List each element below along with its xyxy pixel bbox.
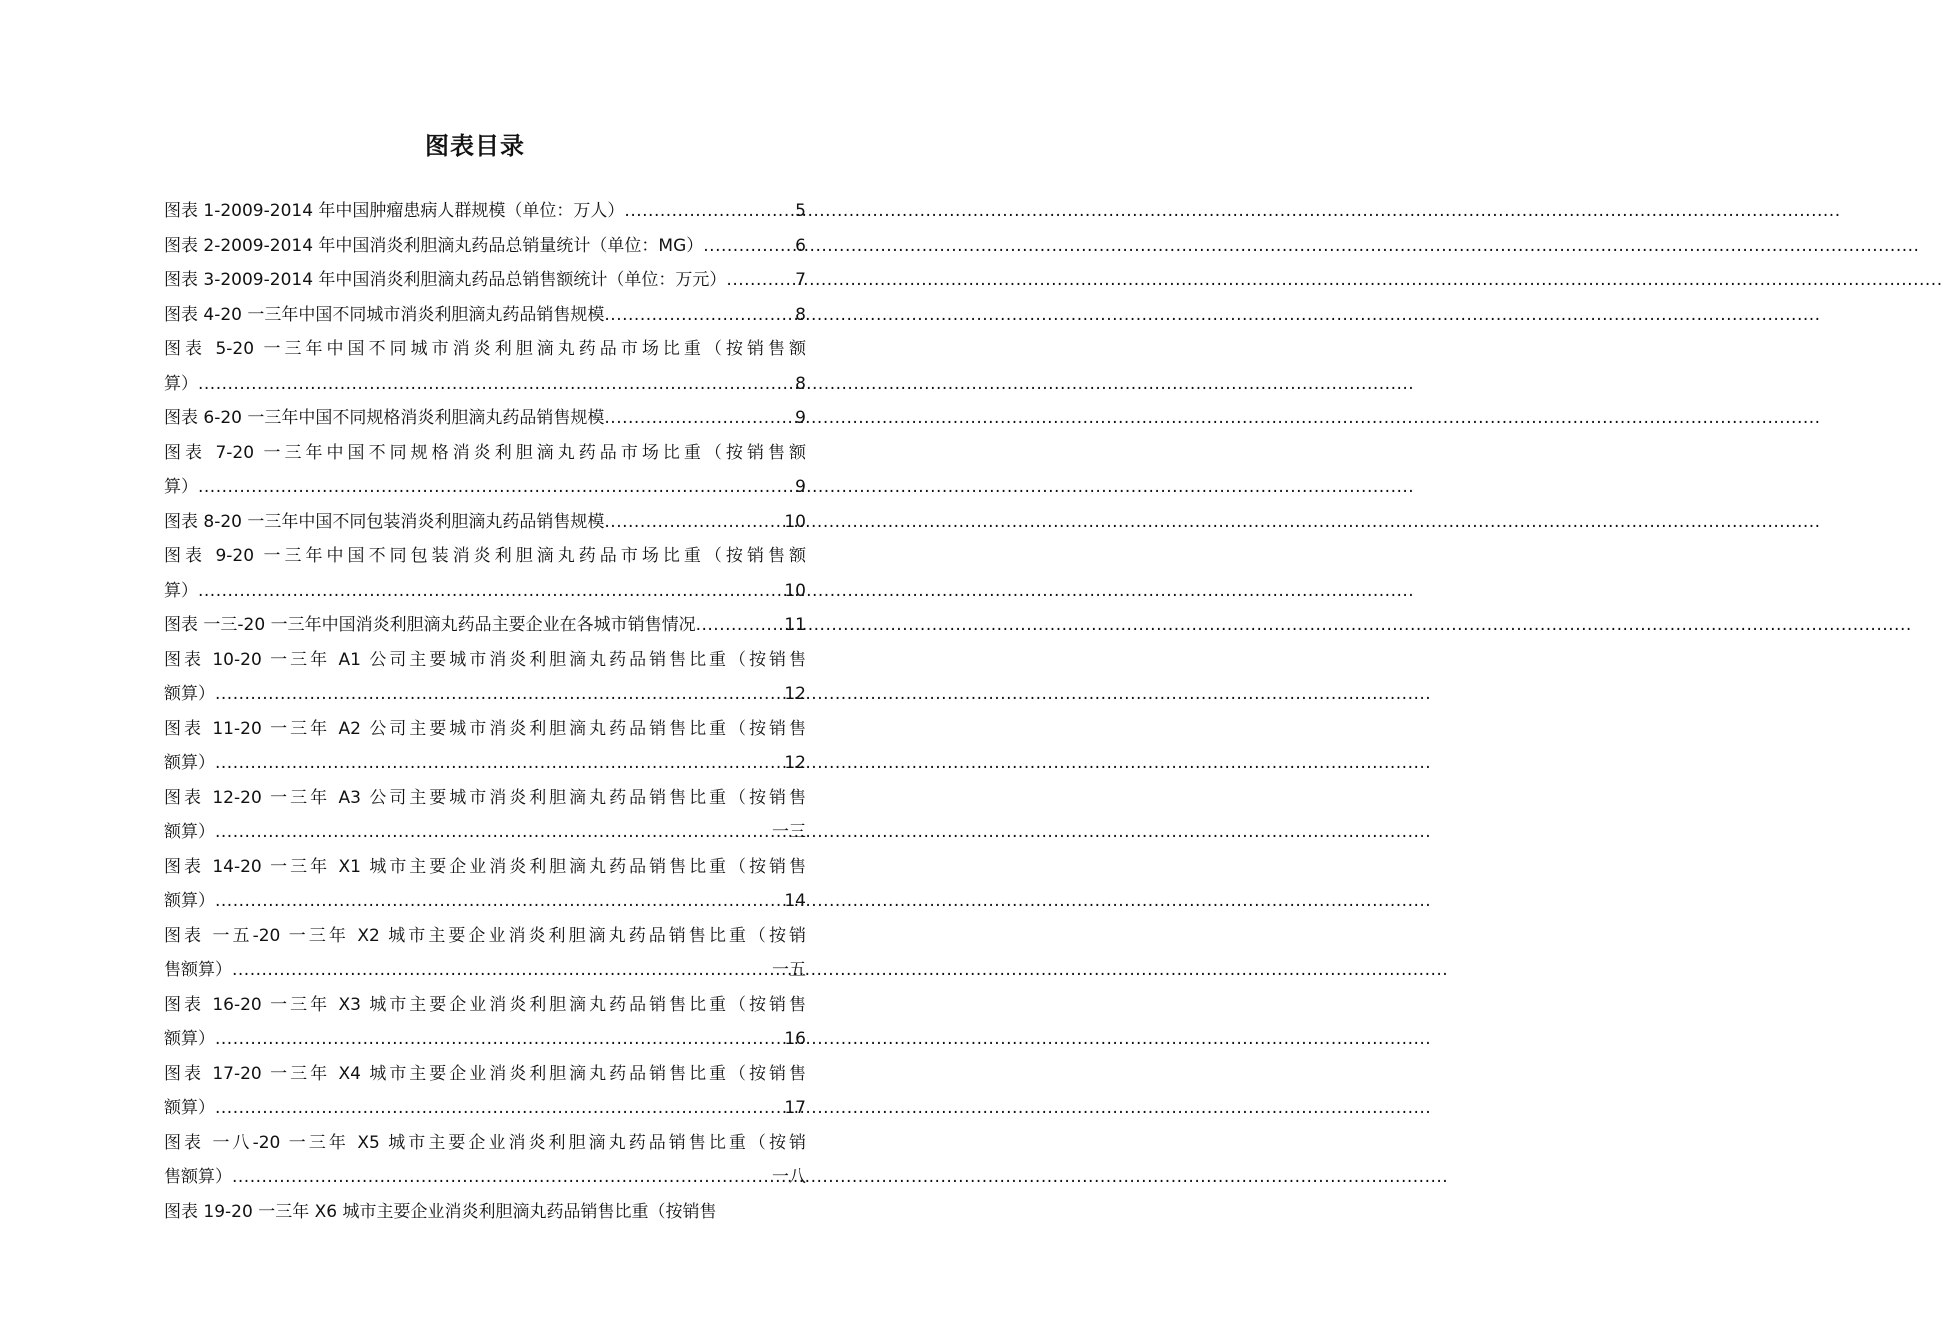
toc-page-number: 6 [795,235,806,256]
toc-entry-text: 算） [164,580,198,601]
toc-entry[interactable] [164,263,806,298]
toc-entry-text: 图表 2-2009-2014 年中国消炎利胆滴丸药品总销量统计（单位：MG） [164,235,704,256]
toc-entry-text: 售额算） [164,1167,232,1187]
dot-leader [215,746,783,781]
toc-entry-text: 图表 4-20 一三年中国不同城市消炎利胆滴丸药品销售规模 [164,304,605,325]
toc-entry[interactable] [164,919,806,988]
toc-entry[interactable] [164,850,806,919]
toc-entry[interactable] [164,712,806,781]
dot-leader [604,401,794,436]
dot-leader [703,229,794,264]
toc-entry[interactable] [164,1195,806,1230]
toc-entry-text: 额算） [164,891,215,911]
toc-entry-text: 图表 8-20 一三年中国不同包装消炎利胆滴丸药品销售规模 [164,511,605,532]
toc-entry[interactable] [164,643,806,712]
toc-entry-text: 图表 12-20 一三年 A3 公司主要城市消炎利胆滴丸药品销售比重（按销售 [164,787,806,808]
toc-page-number: 9 [795,477,806,497]
dot-leader [696,608,784,643]
toc-entry-text: 图表 5-20 一三年中国不同城市消炎利胆滴丸药品市场比重（按销售额 [164,339,806,359]
toc-entry[interactable] [164,401,806,436]
dot-leader [215,1091,783,1126]
toc-entry[interactable] [164,332,806,401]
toc-entry-text: 图表 3-2009-2014 年中国消炎利胆滴丸药品总销售额统计（单位：万元） [164,270,727,290]
toc-entry-text: 算） [164,373,198,394]
toc-page-number: 一五 [772,960,806,980]
toc-entry-text: 额算） [164,684,215,704]
dot-leader [215,1022,783,1057]
toc-entry[interactable] [164,505,806,540]
toc-page-number: 12 [784,684,806,704]
dot-leader [232,1160,771,1195]
toc-page-number: 10 [784,580,806,601]
toc-entry-text: 图表 1-2009-2014 年中国肿瘤患病人群规模（单位：万人） [164,201,625,221]
toc-entry-text: 图表 9-20 一三年中国不同包装消炎利胆滴丸药品市场比重（按销售额 [164,546,806,566]
toc-entry-text: 图表 14-20 一三年 X1 城市主要企业消炎利胆滴丸药品销售比重（按销售 [164,856,806,877]
toc-entry-text: 图表 11-20 一三年 A2 公司主要城市消炎利胆滴丸药品销售比重（按销售 [164,718,806,739]
dot-leader [198,574,783,609]
toc-page-number: 14 [784,891,806,911]
toc-page-number: 17 [784,1098,806,1118]
toc-page-number: 16 [784,1029,806,1049]
table-of-figures [164,194,806,1229]
toc-entry-text: 额算） [164,822,215,842]
toc-entry[interactable] [164,1057,806,1126]
toc-page-number: 5 [795,201,806,221]
toc-page-number: 11 [784,615,806,635]
toc-entry[interactable] [164,194,806,229]
dot-leader [215,677,783,712]
toc-entry-text: 图表 一八-20 一三年 X5 城市主要企业消炎利胆滴丸药品销售比重（按销 [164,1132,806,1153]
dot-leader [215,884,783,919]
toc-page-number: 10 [784,511,806,532]
toc-page-number: 12 [784,753,806,773]
toc-entry[interactable] [164,298,806,333]
page-title: 图表目录 [425,132,525,160]
toc-entry-text: 额算） [164,1029,215,1049]
dot-leader [198,367,794,402]
toc-entry[interactable] [164,781,806,850]
toc-entry-text: 算） [164,477,198,497]
dot-leader [232,953,771,988]
toc-page-number: 一八 [772,1167,806,1187]
toc-page-number: 7 [795,270,806,290]
toc-page-number: 一三 [772,822,806,842]
toc-entry-text: 图表 19-20 一三年 X6 城市主要企业消炎利胆滴丸药品销售比重（按销售 [164,1201,717,1222]
dot-leader [604,505,783,540]
toc-page-number: 9 [795,408,806,428]
toc-entry-text: 图表 16-20 一三年 X3 城市主要企业消炎利胆滴丸药品销售比重（按销售 [164,994,806,1015]
toc-entry[interactable] [164,1126,806,1195]
dot-leader [726,263,794,298]
toc-entry-text: 图表 6-20 一三年中国不同规格消炎利胆滴丸药品销售规模 [164,408,605,428]
toc-page-number: 8 [795,373,806,394]
toc-entry-text: 图表 一三-20 一三年中国消炎利胆滴丸药品主要企业在各城市销售情况 [164,615,696,635]
toc-entry[interactable] [164,988,806,1057]
dot-leader [215,815,771,850]
dot-leader [198,470,794,505]
toc-entry-text: 额算） [164,1098,215,1118]
dot-leader [624,194,794,229]
toc-entry-text: 图表 10-20 一三年 A1 公司主要城市消炎利胆滴丸药品销售比重（按销售 [164,649,806,670]
toc-entry[interactable] [164,436,806,505]
toc-page-number: 8 [795,304,806,325]
toc-entry[interactable] [164,229,806,264]
toc-entry-text: 售额算） [164,960,232,980]
toc-entry-text: 图表 一五-20 一三年 X2 城市主要企业消炎利胆滴丸药品销售比重（按销 [164,925,806,946]
dot-leader [604,298,794,333]
document-page [0,0,950,1344]
toc-entry-text: 图表 17-20 一三年 X4 城市主要企业消炎利胆滴丸药品销售比重（按销售 [164,1063,806,1084]
toc-entry-text: 图表 7-20 一三年中国不同规格消炎利胆滴丸药品市场比重（按销售额 [164,442,806,463]
toc-entry[interactable] [164,608,806,643]
toc-entry-text: 额算） [164,753,215,773]
toc-entry[interactable] [164,539,806,608]
